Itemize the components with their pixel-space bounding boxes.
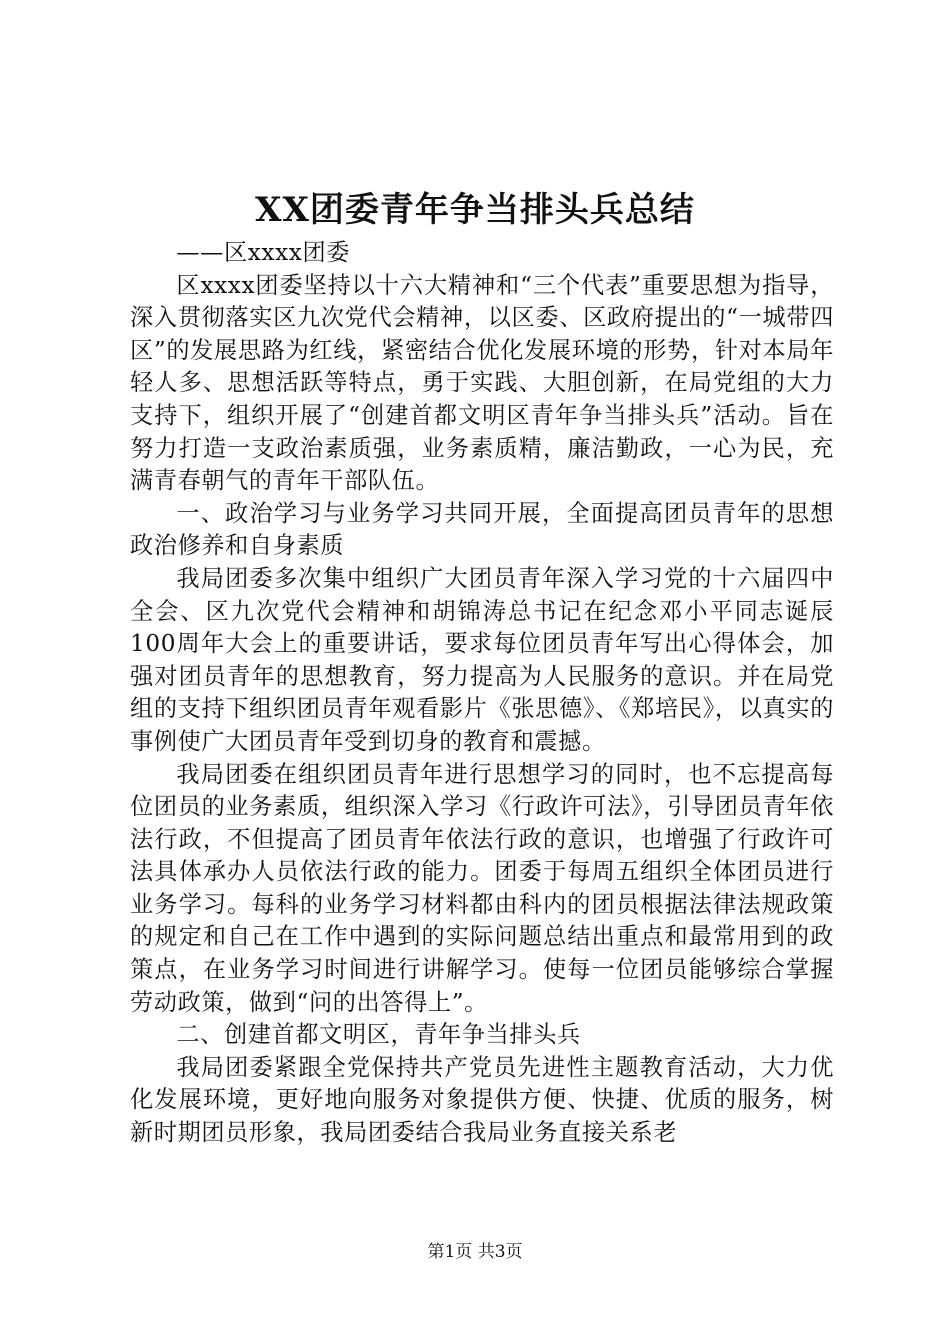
- paragraph-business-study: 我局团委在组织团员青年进行思想学习的同时，也不忘提高每位团员的业务素质，组织深入学习《行政许可法》，引导团员青年依法行政，不但提高了团员青年依法行政的意识，也增强了行政许可法具体承办人员依法行政的能力。团委于每周五组织全体团员进行业务学习。每科的业务学习材料都由科内的团员根据法律法规政策的规定和自己在工作中遇到的实际问题总结出重点和最常用到的政策点，在业务学习时间进行讲解学习。使每一位团员能够综合掌握劳动政策，做到“问的出答得上”。: [130, 760, 834, 1016]
- paragraph-civilized-district: 我局团委紧跟全党保持共产党员先进性主题教育活动，大力优化发展环境，更好地向服务对象提供方便、快捷、优质的服务，树新时期团员形象，我局团委结合我局业务直接关系老: [130, 1053, 834, 1147]
- paragraph-political-study: 我局团委多次集中组织广大团员青年深入学习党的十六届四中全会、区九次党代会精神和胡锦涛总书记在纪念邓小平同志诞辰100周年大会上的重要讲话，要求每位团员青年写出心得体会，加强对团员青年的思想教育，努力提高为人民服务的意识。并在局党组的支持下组织团员青年观看影片《张思德》、《郑培民》，以真实的事例使广大团员青年受到切身的教育和震撼。: [130, 564, 834, 755]
- document-body: [130, 237, 834, 1150]
- section-heading-1: 一、政治学习与业务学习共同开展，全面提高团员青年的思想政治修养和自身素质: [130, 499, 834, 560]
- page-footer: 第1页 共3页: [427, 1242, 523, 1262]
- document-subtitle: ——区xxxx团委: [176, 239, 351, 266]
- section-heading-2: 二、创建首都文明区，青年争当排头兵: [176, 1021, 581, 1049]
- paragraph-intro: 区xxxx团委坚持以十六大精神和“三个代表”重要思想为指导，深入贯彻落实区九次党代会精神，以区委、区政府提出的“一城带四区”的发展思路为红线，紧密结合优化发展环境的形势，针对本局年轻人多、思想活跃等特点，勇于实践、大胆创新，在局党组的大力支持下，组织开展了“创建首都文明区青年争当排头兵”活动。旨在努力打造一支政治素质强，业务素质精，廉洁勤政，一心为民，充满青春朝气的青年干部队伍。: [130, 271, 834, 495]
- document-title: XX团委青年争当排头兵总结: [255, 190, 695, 230]
